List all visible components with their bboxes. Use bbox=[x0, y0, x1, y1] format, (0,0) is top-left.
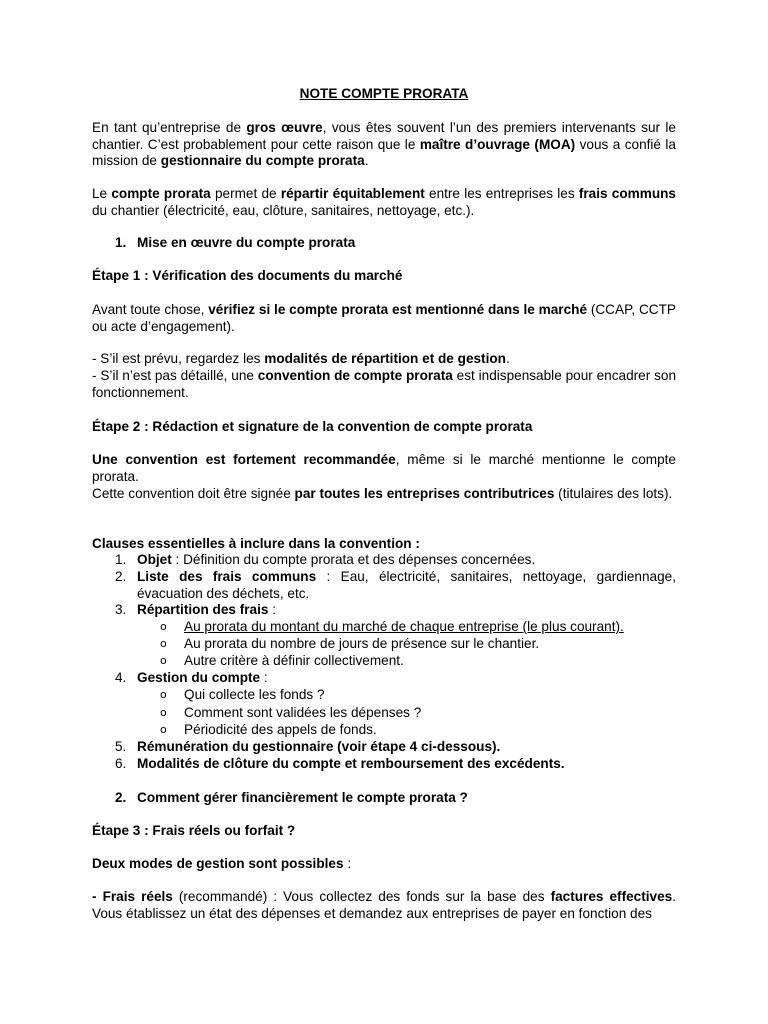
sub-item: o Au prorata du nombre de jours de présence sur le chantier. bbox=[160, 636, 540, 651]
clause-item: 6. Modalités de clôture du compte et remboursement des excédents. bbox=[115, 756, 565, 771]
clause-item: 1. Objet : Définition du compte prorata et des dépenses concernées. bbox=[115, 552, 536, 567]
sub-item: o Qui collecte les fonds ? bbox=[160, 687, 325, 702]
modes-paragraph: Deux modes de gestion sont possibles : bbox=[92, 856, 352, 871]
non-detaille-line: - S’il n’est pas détaillé, une convention de compte prorata est indispensable pour encadrer son fonctionnement. bbox=[92, 368, 677, 400]
clause-item: 2. Liste des frais communs : Eau, électricité, sanitaires, nettoyage, gardiennage, évacuation des déchets, etc. bbox=[115, 569, 677, 601]
document-title: NOTE COMPTE PRORATA bbox=[299, 86, 469, 101]
sub-item: o Autre critère à définir collectivement. bbox=[160, 653, 404, 668]
frais-reels-paragraph: - Frais réels (recommandé) : Vous collectez des fonds sur la base des factures effectives. Vous établissez un état des dépenses et demandez aux entreprises de payer en fonction des bbox=[92, 889, 676, 921]
signature-paragraph: Cette convention doit être signée par toutes les entreprises contributrices (titulaires des lots). bbox=[92, 486, 673, 501]
prevu-line: - S’il est prévu, regardez les modalités de répartition et de gestion. bbox=[92, 351, 510, 366]
section-2-heading: 2. Comment gérer financièrement le compte prorata ? bbox=[115, 790, 468, 805]
sub-item: o Comment sont validées les dépenses ? bbox=[160, 705, 422, 720]
clause-item: 4. Gestion du compte : bbox=[115, 670, 268, 685]
clauses-heading: Clauses essentielles à inclure dans la convention : bbox=[92, 536, 420, 551]
etape-3-heading: Étape 3 : Frais réels ou forfait ? bbox=[92, 823, 296, 838]
etape-1-heading: Étape 1 : Vérification des documents du marché bbox=[92, 268, 403, 283]
sub-item: o Au prorata du montant du marché de chaque entreprise (le plus courant). bbox=[160, 619, 624, 634]
convention-paragraph: Une convention est fortement recommandée, même si le marché mentionne le compte prorata. bbox=[92, 452, 676, 484]
etape-1-paragraph: Avant toute chose, vérifiez si le compte prorata est mentionné dans le marché (CCAP, CCTP ou acte d’engagement). bbox=[92, 302, 676, 334]
compte-prorata-paragraph: Le compte prorata permet de répartir équitablement entre les entreprises les frais communs du chantier (électricité, eau, clôture, sanitaires, nettoyage, etc.). bbox=[92, 186, 676, 218]
intro-paragraph: En tant qu’entreprise de gros œuvre, vous êtes souvent l’un des premiers intervenants sur le chantier. C’est probablement pour cette raison que le maître d’ouvrage (MOA) vous a confié la mission de gestionnaire du compte prorata. bbox=[92, 120, 676, 169]
clause-item: 5. Rémunération du gestionnaire (voir étape 4 ci-dessous). bbox=[115, 739, 501, 754]
section-1-heading: 1. Mise en œuvre du compte prorata bbox=[115, 235, 356, 250]
sub-item: o Périodicité des appels de fonds. bbox=[160, 722, 377, 737]
etape-2-heading: Étape 2 : Rédaction et signature de la convention de compte prorata bbox=[92, 419, 533, 434]
clause-item: 3. Répartition des frais : bbox=[115, 602, 276, 617]
